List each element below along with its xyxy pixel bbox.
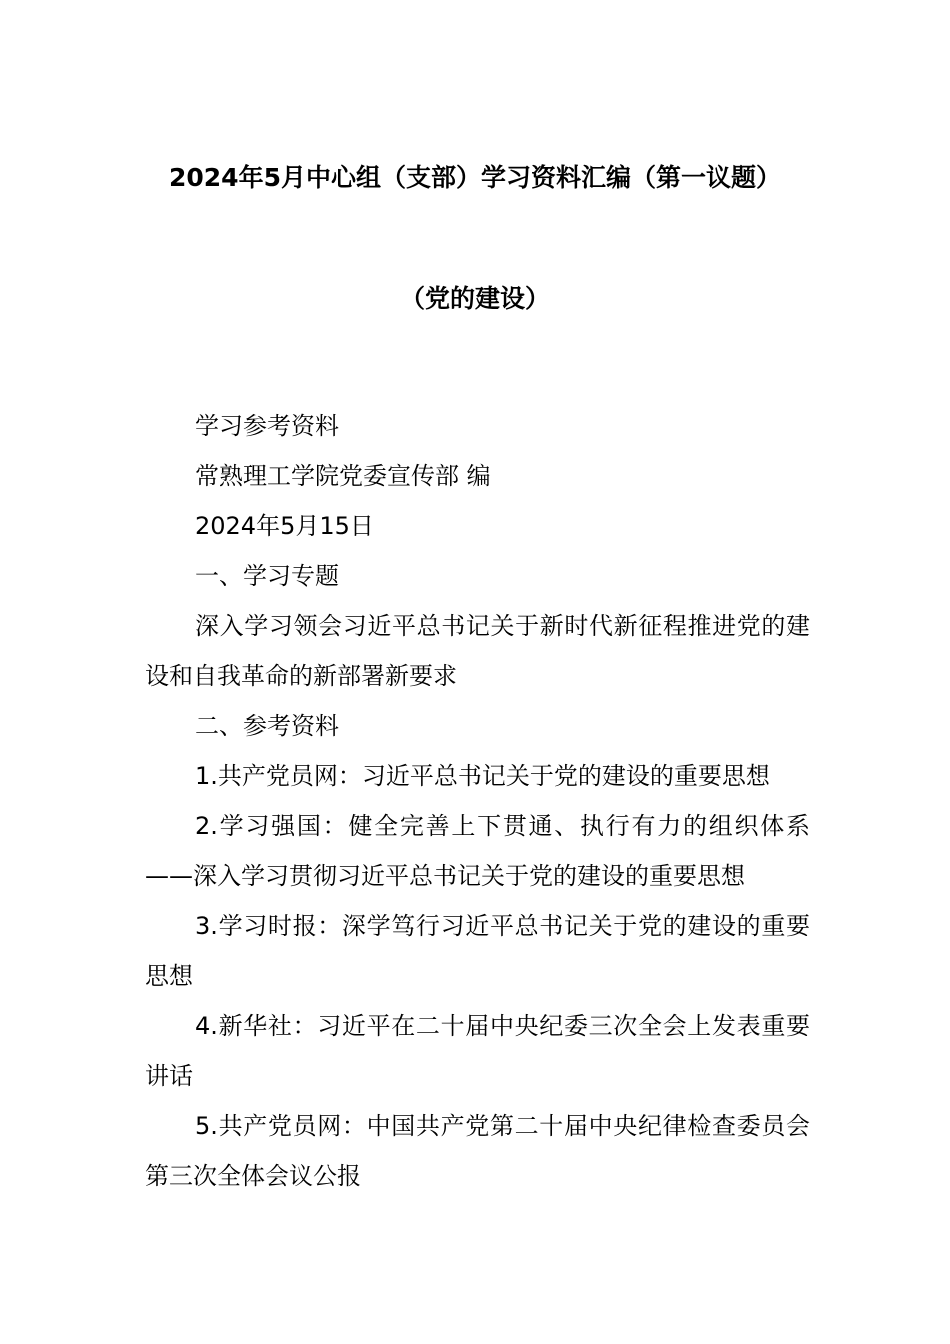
reference-item-5: 5.共产党员网：中国共产党第二十届中央纪律检查委员会第三次全体会议公报 xyxy=(145,1112,810,1190)
document-title: 2024年5月中心组（支部）学习资料汇编（第一议题） xyxy=(169,163,781,192)
paragraph-editor: 常熟理工学院党委宣传部 编 xyxy=(195,462,491,490)
paragraph-date: 2024年5月15日 xyxy=(195,512,374,540)
section-heading-references: 二、参考资料 xyxy=(195,712,339,740)
reference-item-2: 2.学习强国：健全完善上下贯通、执行有力的组织体系——深入学习贯彻习近平总书记关于党的建设的重要思想 xyxy=(145,812,810,890)
reference-item-3: 3.学习时报：深学笃行习近平总书记关于党的建设的重要思想 xyxy=(145,912,810,990)
reference-item-4: 4.新华社：习近平在二十届中央纪委三次全会上发表重要讲话 xyxy=(145,1012,810,1090)
paragraph-topic: 深入学习领会习近平总书记关于新时代新征程推进党的建设和自我革命的新部署新要求 xyxy=(145,612,810,690)
paragraph-reference-label: 学习参考资料 xyxy=(195,412,339,440)
section-heading-topic: 一、学习专题 xyxy=(195,562,339,590)
reference-item-1: 1.共产党员网：习近平总书记关于党的建设的重要思想 xyxy=(195,762,770,790)
document-body xyxy=(145,401,810,1201)
document-subtitle: （党的建设） xyxy=(399,284,550,313)
